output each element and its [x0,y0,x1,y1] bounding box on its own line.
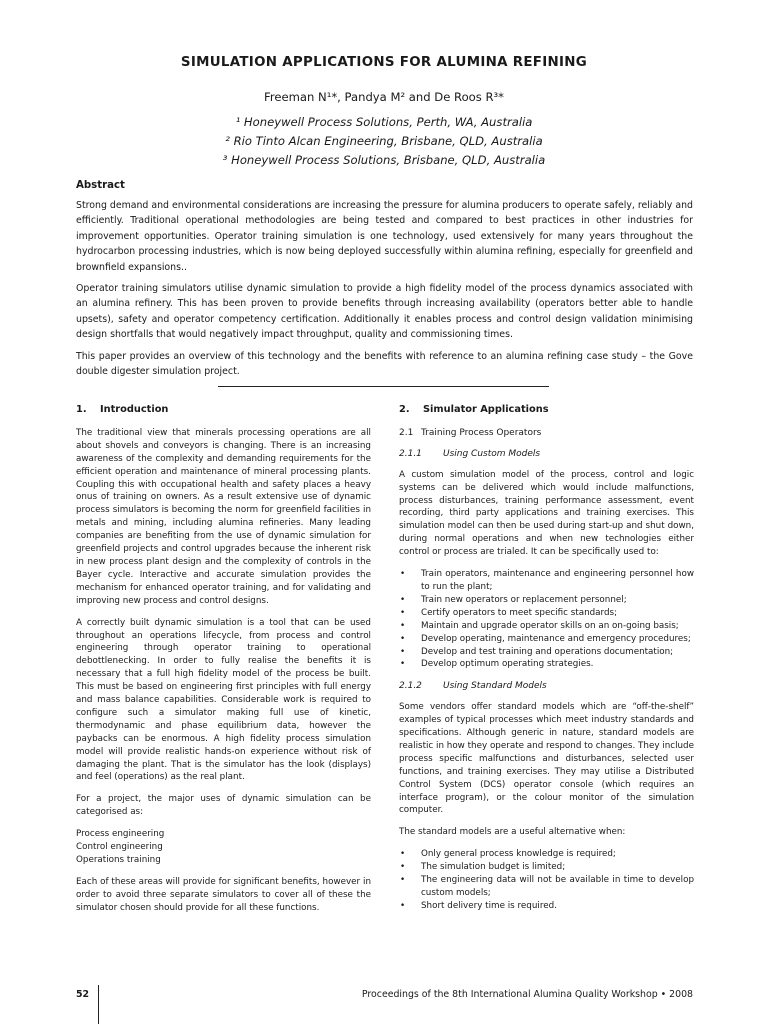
subsection-title: Using Custom Models [443,448,541,459]
affiliation-2: ² Rio Tinto Alcan Engineering, Brisbane, QLD, Australia [225,134,543,148]
paper-title: SIMULATION APPLICATIONS FOR ALUMINA REFINING [180,55,588,70]
subsection-number: 2.1.2 [399,681,422,692]
author-list: Freeman N¹*, Pandya M² and De Roos R³* [264,90,504,104]
subsection-2-1-heading [399,427,694,440]
subsection-2-1-2-heading [399,680,694,693]
left-column [76,404,371,924]
bullet-item: • The simulation budget is limited; [399,861,694,874]
footer-proceedings: Proceedings of the 8th International Alumina Quality Workshop • 2008 [361,989,693,1000]
list-item: Process engineering [76,829,165,840]
body-paragraph: The traditional view that minerals processing operations are all about shovels and conveyors is changing. There is an increasing awareness of the complexity and demanding requirements for the efficient operation and maintenance of mineral processing plants. Coupling this with occupational health and safety places a heavy onus of training on owners. As a result extensive use of dynamic process simulators is becoming the norm for greenfield facilities in metals and mining, including alumina refineries. Many leading companies are benefiting from the use of dynamic simulation for greenfield projects and control upgrades because the inherent risk in new process plant design and the complexity of controls in the Bayer cycle. Interactive and accurate simulation provides the mechanism for enhanced operator training, and for validating and improving new process and control designs. [76,427,371,606]
subsection-title: Using Standard Models [443,681,547,692]
subsection-title: Training Process Operators [421,427,542,438]
bullet-item: • Only general process knowledge is required; [399,848,694,861]
body-paragraph: For a project, the major uses of dynamic simulation can be categorised as: [76,794,371,818]
bullet-item: • The engineering data will not be available in time to develop custom models; [399,874,694,900]
abstract-paragraph: Operator training simulators utilise dynamic simulation to provide a high fidelity model of the process dynamics associated with an alumina refinery. This has been proven to provide benefits through increasing availability (operators better able to handle upsets), safety and operator competency certification. Additionally it enables process and control design validation minimising design shortfalls that would negatively impact throughput, quality and commissioning times. [76,283,693,341]
body-paragraph: A correctly built dynamic simulation is a tool that can be used throughout an operations lifecycle, from process and control engineering through operator training to operational debottlenecking. In order to fully realise the benefits it is necessary that a full high fidelity model of the process be built. This must be based on engineering first principles with full energy and mass balance capabilities. Considerable work is required to configure such a simulator making full use of kinetic, thermodynamic and phase equilibrium data, however the paybacks can be enormous. A high fidelity process simulation model will provide realistic hands-on experience without risk of damaging the plant. That is the simulator has the look (displays) and feel (operations) as the real plant. [76,617,371,783]
abstract-body [76,198,693,385]
subsection-number: 2.1 [399,427,414,438]
section-title: Introduction [100,404,169,415]
list-item: Operations training [76,855,161,865]
bullet-item: • Short delivery time is required. [399,900,694,913]
abstract-paragraph: Strong demand and environmental considerations are increasing the pressure for alumina producers to operate safely, reliably and efficiently. Traditional operational methodologies are being tested and compared to best practices in other industries for improvement opportunities. Operator training simulation is one technology, used extensively for many years throughout the hydrocarbon processing industries, which is now being deployed successfully within alumina refining, especially for greenfield and brownfield expansions.. [76,200,693,273]
bullet-item: • Train new operators or replacement personnel; [399,594,694,607]
section-title: Simulator Applications [423,404,549,415]
subsection-number: 2.1.1 [399,448,422,459]
body-paragraph: A custom simulation model of the process, control and logic systems can be delivered which would include malfunctions, process disturbances, training performance assessment, event recording, third party applications and training exercises. This simulation model can then be used during start-up and shut down, during normal operations and when new technologies either control or process are trialed. It can be specifically used to: [399,469,694,558]
uses-bullet-list [399,568,694,671]
section-number: 1. [76,404,87,415]
alternative-bullet-list [399,848,694,913]
bullet-item: • Maintain and upgrade operator skills on an on-going basis; [399,620,694,633]
section-1-heading [76,404,371,417]
affiliation-1: ¹ Honeywell Process Solutions, Perth, WA, Australia [235,115,533,129]
bullet-item: • Develop operating, maintenance and emergency procedures; [399,633,694,646]
section-2-heading [399,404,694,417]
list-item: Control engineering [76,842,163,853]
section-divider [218,386,549,387]
affiliation-list [0,113,768,170]
abstract-paragraph: This paper provides an overview of this technology and the benefits with reference to an alumina refining case study – the Gove double digester simulation project. [76,350,693,378]
affiliation-3: ³ Honeywell Process Solutions, Brisbane, QLD, Australia [222,153,546,167]
bullet-item: • Train operators, maintenance and engineering personnel how to run the plant; [399,568,694,594]
body-paragraph: Each of these areas will provide for significant benefits, however in order to avoid three separate simulators to cover all of these the simulator chosen should provide for all these functions. [76,876,371,913]
footer-divider [98,985,99,1024]
subsection-2-1-1-heading [399,448,694,461]
uses-list [76,828,371,867]
body-paragraph: Some vendors offer standard models which are “off-the-shelf” examples of typical processes which meet industry standards and specifications. Although generic in nature, standard models are realistic in how they operate and respond to changes. They include process specific malfunctions and disturbances, selected user functions, and training exercises. They may utilise a Distributed Control System (DCS) operator console (which requires an interface program), or the colour monitor of the simulation computer. [399,702,694,816]
section-number: 2. [399,404,410,415]
bullet-item: • Certify operators to meet specific standards; [399,607,694,620]
body-paragraph: The standard models are a useful alternative when: [399,827,626,838]
right-column [399,404,694,922]
bullet-item: • Develop and test training and operations documentation; [399,646,694,659]
abstract-heading: Abstract [76,180,125,191]
bullet-item: • Develop optimum operating strategies. [399,658,694,671]
page-number: 52 [76,989,90,1000]
